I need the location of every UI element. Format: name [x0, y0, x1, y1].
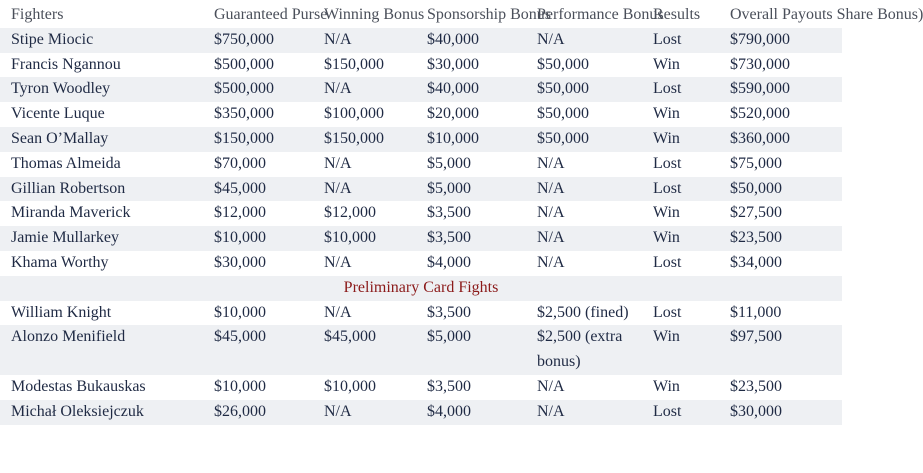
cell-performance-bonus: N/A — [526, 177, 642, 202]
cell-fighter: Francis Ngannou — [0, 53, 203, 78]
cell-result: Win — [642, 102, 719, 127]
cell-guaranteed-purse: $45,000 — [203, 177, 313, 202]
cell-guaranteed-purse: $750,000 — [203, 28, 313, 53]
cell-fighter: Vicente Luque — [0, 102, 203, 127]
fighter-payouts-table — [0, 3, 923, 425]
cell-performance-bonus: N/A — [526, 28, 642, 53]
cell-overall-payout: $730,000 — [719, 53, 842, 78]
cell-fighter: Alonzo Menifield — [0, 325, 203, 375]
cell-overall-payout: $34,000 — [719, 251, 842, 276]
cell-guaranteed-purse: $350,000 — [203, 102, 313, 127]
cell-fighter: Khama Worthy — [0, 251, 203, 276]
table-row — [0, 102, 842, 127]
cell-performance-bonus: N/A — [526, 251, 642, 276]
cell-result: Win — [642, 375, 719, 400]
cell-sponsorship-bonus: $3,500 — [416, 375, 526, 400]
cell-guaranteed-purse: $500,000 — [203, 53, 313, 78]
cell-winning-bonus: $150,000 — [313, 127, 416, 152]
cell-performance-bonus: $50,000 — [526, 77, 642, 102]
cell-performance-bonus: N/A — [526, 375, 642, 400]
cell-result: Lost — [642, 251, 719, 276]
table-row — [0, 325, 842, 375]
cell-winning-bonus: $150,000 — [313, 53, 416, 78]
cell-performance-bonus: N/A — [526, 201, 642, 226]
header-row — [0, 3, 842, 28]
cell-result: Win — [642, 226, 719, 251]
cell-winning-bonus: N/A — [313, 177, 416, 202]
cell-sponsorship-bonus: $4,000 — [416, 251, 526, 276]
cell-sponsorship-bonus: $10,000 — [416, 127, 526, 152]
table-row — [0, 152, 842, 177]
cell-sponsorship-bonus: $5,000 — [416, 177, 526, 202]
table-row — [0, 53, 842, 78]
cell-winning-bonus: N/A — [313, 400, 416, 425]
table-row — [0, 127, 842, 152]
table-row — [0, 375, 842, 400]
table-header — [0, 3, 923, 28]
cell-winning-bonus: $45,000 — [313, 325, 416, 375]
cell-overall-payout: $23,500 — [719, 375, 842, 400]
cell-winning-bonus: $10,000 — [313, 226, 416, 251]
cell-result: Lost — [642, 400, 719, 425]
table-row — [0, 226, 842, 251]
cell-result: Lost — [642, 28, 719, 53]
cell-overall-payout: $360,000 — [719, 127, 842, 152]
cell-fighter: Modestas Bukauskas — [0, 375, 203, 400]
cell-result: Win — [642, 201, 719, 226]
cell-result: Lost — [642, 177, 719, 202]
cell-winning-bonus: $12,000 — [313, 201, 416, 226]
cell-winning-bonus: N/A — [313, 251, 416, 276]
cell-overall-payout: $590,000 — [719, 77, 842, 102]
cell-sponsorship-bonus: $4,000 — [416, 400, 526, 425]
cell-sponsorship-bonus: $40,000 — [416, 77, 526, 102]
cell-performance-bonus: $50,000 — [526, 102, 642, 127]
cell-fighter: Thomas Almeida — [0, 152, 203, 177]
cell-result: Win — [642, 325, 719, 375]
cell-winning-bonus: N/A — [313, 28, 416, 53]
table-row — [0, 177, 842, 202]
cell-guaranteed-purse: $500,000 — [203, 77, 313, 102]
cell-guaranteed-purse: $10,000 — [203, 301, 313, 326]
cell-overall-payout: $97,500 — [719, 325, 842, 375]
section-heading: Preliminary Card Fights — [0, 276, 842, 301]
cell-guaranteed-purse: $12,000 — [203, 201, 313, 226]
cell-result: Win — [642, 127, 719, 152]
table-row — [0, 400, 842, 425]
table-row — [0, 251, 842, 276]
cell-guaranteed-purse: $26,000 — [203, 400, 313, 425]
cell-winning-bonus: $100,000 — [313, 102, 416, 127]
header-overall-payouts: Overall Payouts Share Bonus) — [730, 6, 923, 23]
cell-overall-payout: $520,000 — [719, 102, 842, 127]
cell-overall-payout: $30,000 — [719, 400, 842, 425]
cell-fighter: Tyron Woodley — [0, 77, 203, 102]
cell-guaranteed-purse: $70,000 — [203, 152, 313, 177]
cell-fighter: William Knight — [0, 301, 203, 326]
cell-performance-bonus: $2,500 (extra bonus) — [526, 325, 642, 375]
cell-overall-payout: $75,000 — [719, 152, 842, 177]
cell-overall-payout: $50,000 — [719, 177, 842, 202]
cell-fighter: Gillian Robertson — [0, 177, 203, 202]
cell-guaranteed-purse: $10,000 — [203, 226, 313, 251]
cell-fighter: Miranda Maverick — [0, 201, 203, 226]
cell-guaranteed-purse: $10,000 — [203, 375, 313, 400]
cell-winning-bonus: N/A — [313, 152, 416, 177]
cell-sponsorship-bonus: $3,500 — [416, 201, 526, 226]
cell-winning-bonus: N/A — [313, 301, 416, 326]
cell-result: Lost — [642, 77, 719, 102]
cell-overall-payout: $23,500 — [719, 226, 842, 251]
header-results: Results — [653, 6, 701, 23]
cell-performance-bonus: $50,000 — [526, 53, 642, 78]
cell-sponsorship-bonus: $3,500 — [416, 301, 526, 326]
cell-fighter: Sean O’Mallay — [0, 127, 203, 152]
cell-sponsorship-bonus: $3,500 — [416, 226, 526, 251]
cell-overall-payout: $27,500 — [719, 201, 842, 226]
cell-fighter: Jamie Mullarkey — [0, 226, 203, 251]
table-row — [0, 28, 842, 53]
table-body — [0, 28, 842, 425]
cell-winning-bonus: $10,000 — [313, 375, 416, 400]
cell-overall-payout: $790,000 — [719, 28, 842, 53]
cell-result: Win — [642, 53, 719, 78]
cell-sponsorship-bonus: $5,000 — [416, 325, 526, 375]
cell-sponsorship-bonus: $20,000 — [416, 102, 526, 127]
cell-fighter: Michał Oleksiejczuk — [0, 400, 203, 425]
cell-guaranteed-purse: $30,000 — [203, 251, 313, 276]
cell-performance-bonus: $2,500 (fined) — [526, 301, 642, 326]
header-performance-bonus: Performance Bonus — [537, 6, 664, 23]
cell-performance-bonus: N/A — [526, 152, 642, 177]
table-row — [0, 301, 842, 326]
cell-sponsorship-bonus: $40,000 — [416, 28, 526, 53]
cell-result: Lost — [642, 152, 719, 177]
section-row — [0, 276, 842, 301]
header-winning-bonus: Winning Bonus — [324, 6, 425, 23]
table-row — [0, 77, 842, 102]
cell-guaranteed-purse: $150,000 — [203, 127, 313, 152]
cell-sponsorship-bonus: $30,000 — [416, 53, 526, 78]
cell-performance-bonus: N/A — [526, 226, 642, 251]
header-guaranteed-purse: Guaranteed Purse — [214, 6, 328, 23]
cell-overall-payout: $11,000 — [719, 301, 842, 326]
cell-performance-bonus: $50,000 — [526, 127, 642, 152]
header-sponsorship-bonus: Sponsorship Bonus — [427, 6, 552, 23]
cell-winning-bonus: N/A — [313, 77, 416, 102]
cell-result: Lost — [642, 301, 719, 326]
cell-fighter: Stipe Miocic — [0, 28, 203, 53]
cell-guaranteed-purse: $45,000 — [203, 325, 313, 375]
header-fighters: Fighters — [11, 6, 64, 23]
cell-sponsorship-bonus: $5,000 — [416, 152, 526, 177]
table-row — [0, 201, 842, 226]
cell-performance-bonus: N/A — [526, 400, 642, 425]
